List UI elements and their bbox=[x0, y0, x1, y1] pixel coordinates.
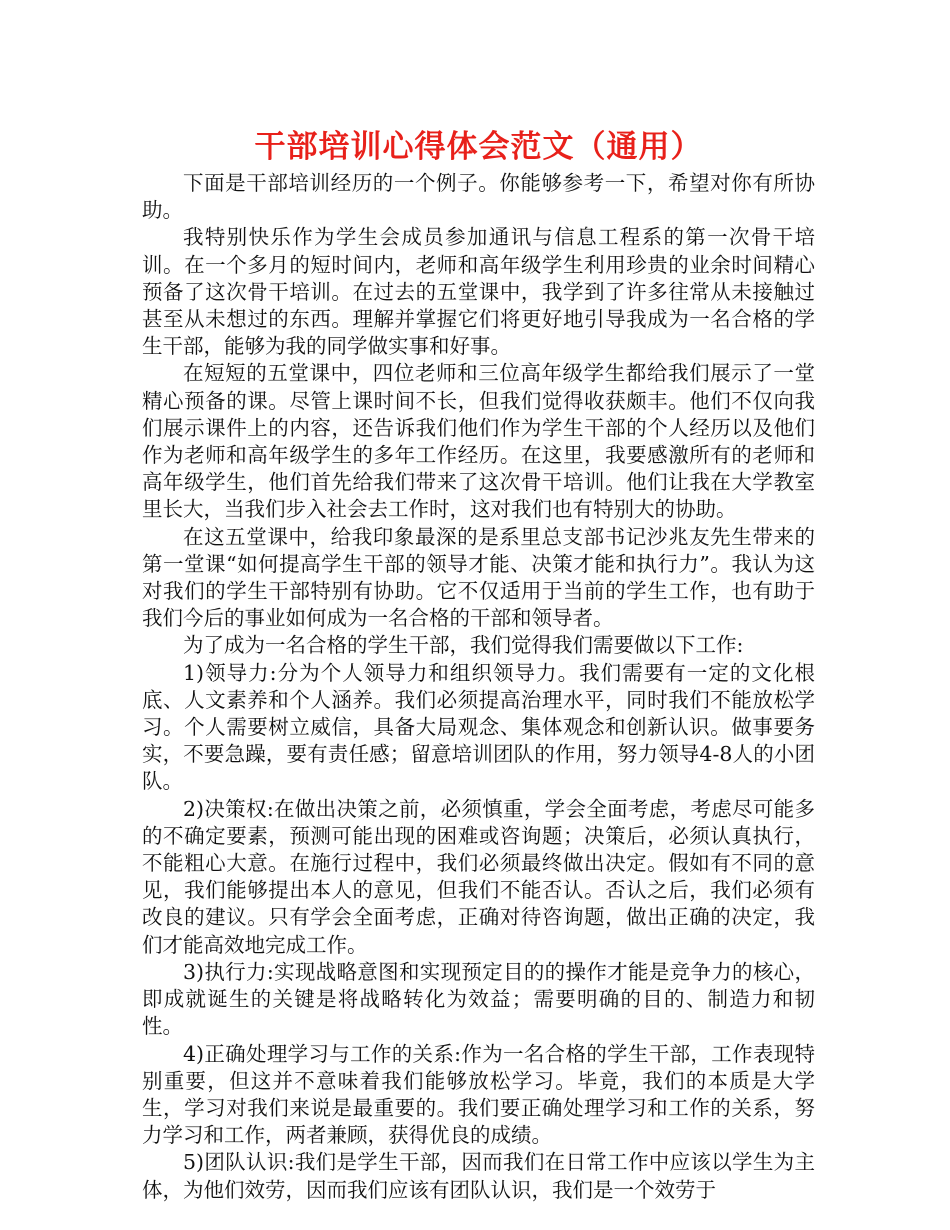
paragraph-first-lesson: 在这五堂课中，给我印象最深的是系里总支部书记沙兆友先生带来的第一堂课“如何提高学生干部的领导才能、决策才能和执行力”。我认为这对我们的学生干部特别有协助。它不仅适用于当前的学生工作，也有助于我们今后的事业如何成为一名合格的干部和领导者。 bbox=[142, 524, 815, 631]
paragraph-intro: 下面是干部培训经历的一个例子。你能够参考一下，希望对你有所协助。 bbox=[142, 171, 815, 223]
paragraph-leadership: 1)领导力:分为个人领导力和组织领导力。我们需要有一定的文化根底、人文素养和个人涵养。我们必须提高治理水平，同时我们不能放松学习。个人需要树立威信，具备大局观念、集体观念和创新认识。做事要务实，不要急躁，要有责任感；留意培训团队的作用，努力领导4-8人的小团队。 bbox=[142, 660, 815, 794]
paragraph-decision: 2)决策权:在做出决策之前，必须慎重，学会全面考虑，考虑尽可能多的不确定要素，预测可能出现的困难或咨询题；决策后，必须认真执行，不能粗心大意。在施行过程中，我们必须最终做出决定。假如有不同的意见，我们能够提出本人的意见，但我们不能否认。否认之后，我们必须有改良的建议。只有学会全面考虑，正确对待咨询题，做出正确的决定，我们才能高效地完成工作。 bbox=[142, 796, 815, 957]
paragraph-requirements: 为了成为一名合格的学生干部，我们觉得我们需要做以下工作: bbox=[183, 633, 744, 658]
paragraph-study-work: 4)正确处理学习与工作的关系:作为一名合格的学生干部，工作表现特别重要，但这并不意味着我们能够放松学习。毕竟，我们的本质是大学生，学习对我们来说是最重要的。我们要正确处理学习和工作的关系，努力学习和工作，两者兼顾，获得优良的成绩。 bbox=[142, 1041, 815, 1148]
paragraph-team: 5)团队认识:我们是学生干部，因而我们在日常工作中应该以学生为主体，为他们效劳，因而我们应该有团队认识，我们是一个效劳于 bbox=[142, 1150, 815, 1202]
document-title: 干部培训心得体会范文（通用） bbox=[254, 129, 703, 165]
document-body bbox=[142, 170, 815, 1204]
paragraph-training: 我特别快乐作为学生会成员参加通讯与信息工程系的第一次骨干培训。在一个多月的短时间内，老师和高年级学生利用珍贵的业余时间精心预备了这次骨干培训。在过去的五堂课中，我学到了许多往常从未接触过甚至从未想过的东西。理解并掌握它们将更好地引导我成为一名合格的学生干部，能够为我的同学做实事和好事。 bbox=[142, 225, 815, 359]
paragraph-five-lessons: 在短短的五堂课中，四位老师和三位高年级学生都给我们展示了一堂精心预备的课。尽管上课时间不长，但我们觉得收获颇丰。他们不仅向我们展示课件上的内容，还告诉我们他们作为学生干部的个人经历以及他们作为老师和高年级学生的多年工作经历。在这里，我要感激所有的老师和高年级学生，他们首先给我们带来了这次骨干培训。他们让我在大学教室里长大，当我们步入社会去工作时，这对我们也有特别大的协助。 bbox=[142, 361, 815, 522]
paragraph-execution: 3)执行力:实现战略意图和实现预定目的的操作才能是竞争力的核心，即成就诞生的关键是将战略转化为效益；需要明确的目的、制造力和韧性。 bbox=[142, 959, 815, 1039]
